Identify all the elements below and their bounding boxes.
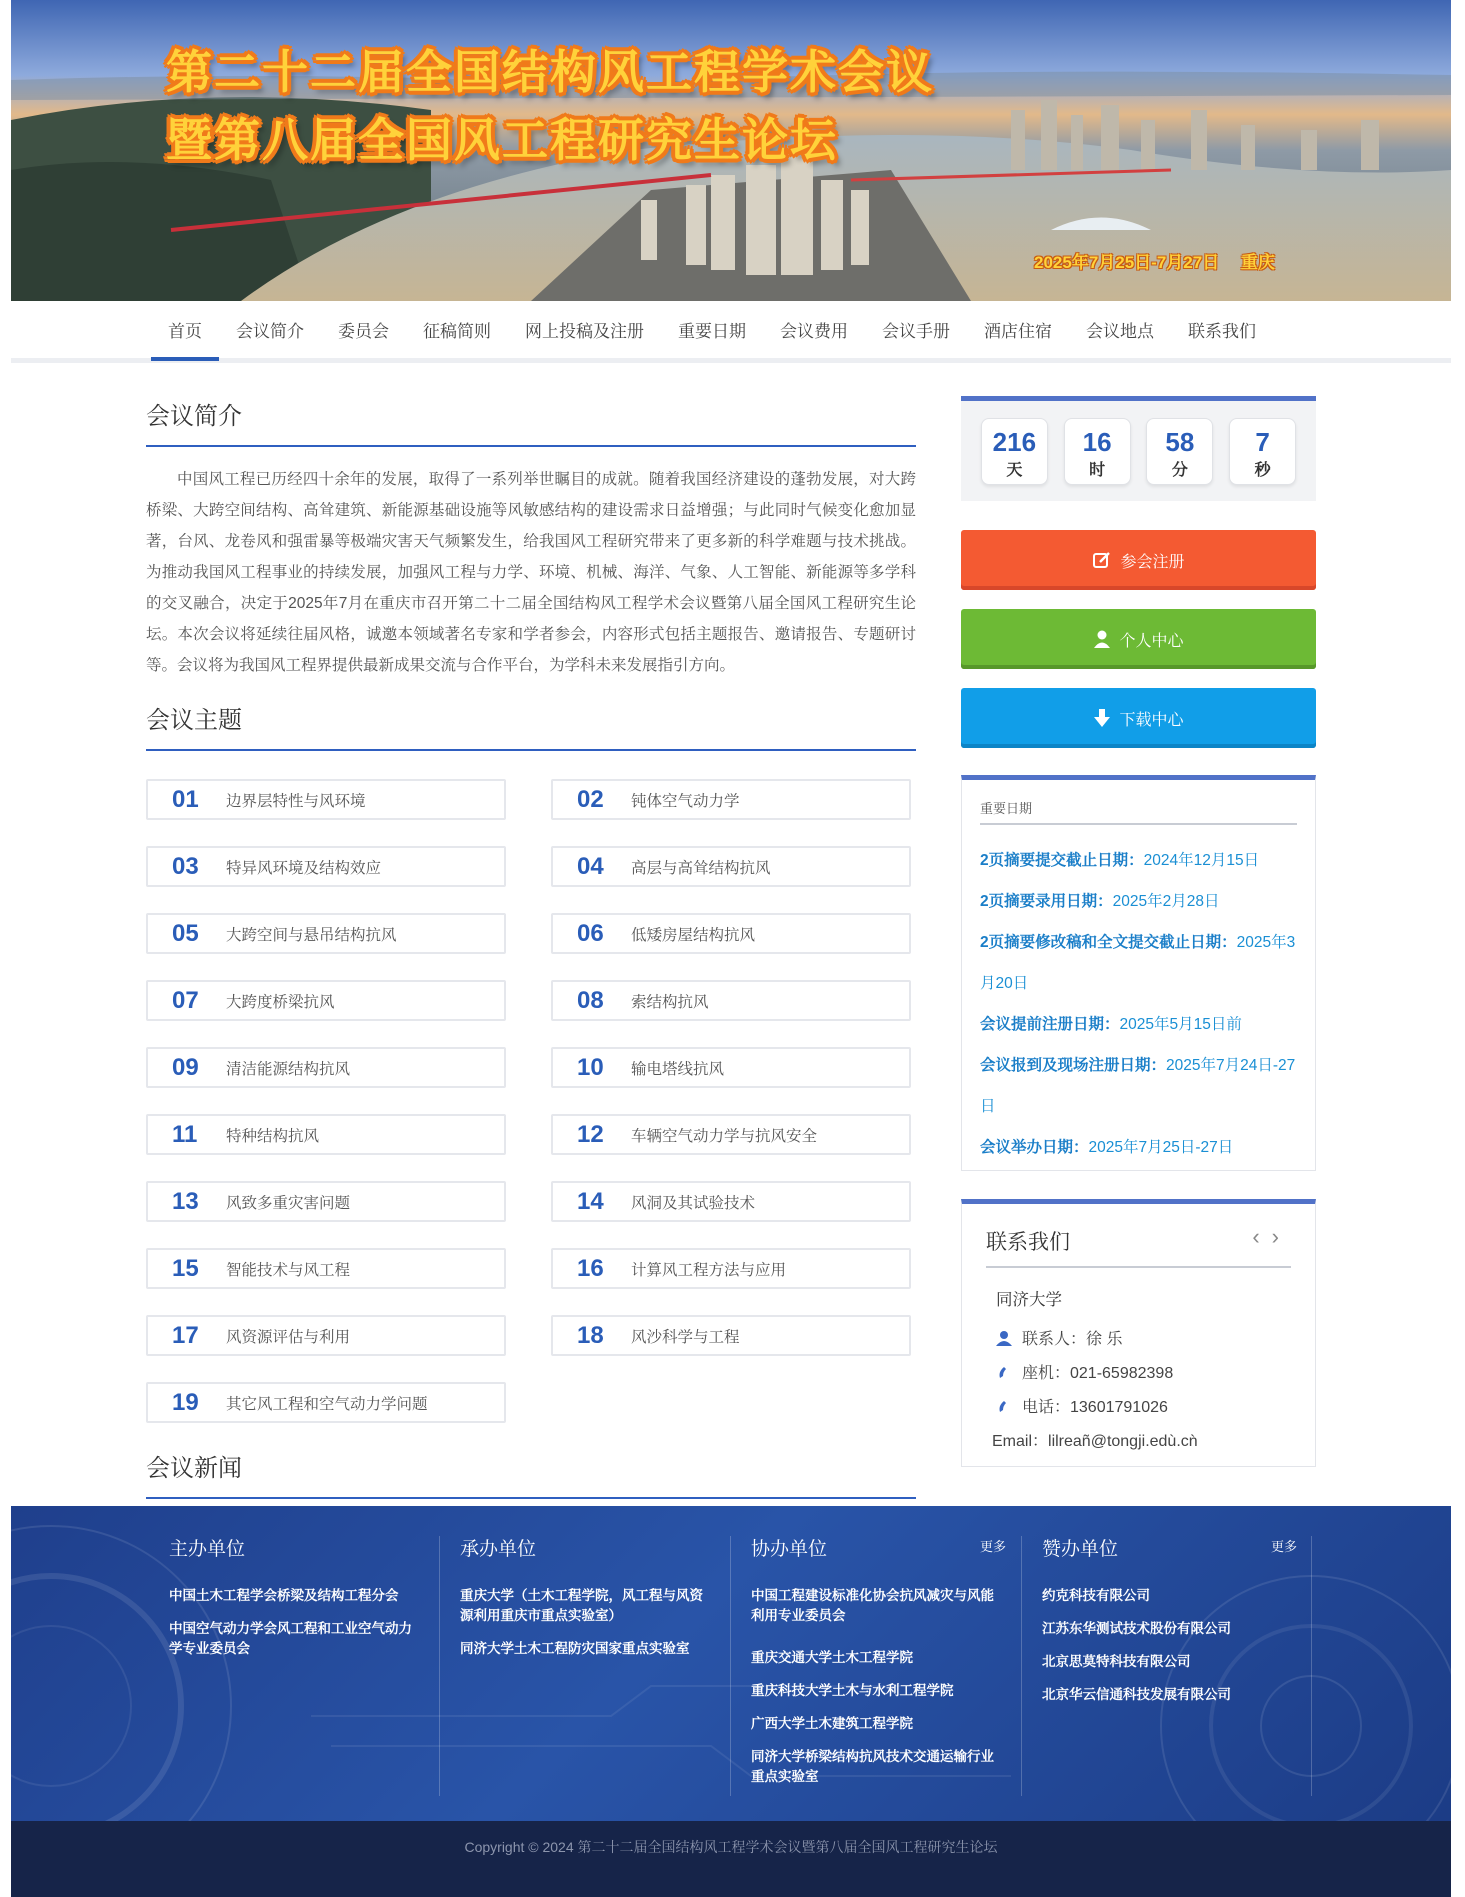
date-item[interactable] <box>980 881 1300 922</box>
countdown-minutes-value: 58 <box>1165 426 1195 457</box>
topic-item[interactable] <box>551 913 911 954</box>
footer-col-organizers <box>169 1534 424 1672</box>
date-item-label: 会议举办日期： <box>980 1139 1089 1156</box>
topic-label: 高层与高耸结构抗风 <box>631 859 771 877</box>
topic-number: 09 <box>172 1053 199 1081</box>
nav-item-dates[interactable]: 重要日期 <box>678 322 746 341</box>
important-dates-panel <box>961 775 1316 1171</box>
footer-item[interactable]: 约克科技有限公司 <box>1042 1588 1150 1603</box>
topic-label: 低矮房屋结构抗风 <box>631 926 756 944</box>
topic-number: 06 <box>577 919 604 947</box>
contact-carousel-controls <box>1252 1224 1291 1250</box>
topic-item[interactable] <box>551 980 911 1021</box>
countdown-seconds <box>1229 418 1296 485</box>
intro-text: 中国风工程已历经四十余年的发展，取得了一系列举世瞩目的成就。随着我国经济建设的蓬勃发展，对大跨桥梁、大跨空间结构、高耸建筑、新能源基础设施等风敏感结构的建设需求日益增强；与此同时气候变化愈加显著，台风、龙卷风和强雷暴等极端灾害天气频繁发生，给我国风工程研究带来了更多新的科学难题与技术挑战。为推动我国风工程事业的持续发展，加强风工程与力学、环境、机械、海洋、气象、人工智能、新能源等多学科的交叉融合，决定于2025年7月在重庆市召开第二十二届全国结构风工程学术会议暨第八届全国风工程研究生论坛。本次会议将延续往届风格，诚邀本领域著名专家和学者参会，内容形式包括主题报告、邀请报告、专题研讨等。会议将为我国风工程界提供最新成果交流与合作平台，为学科未来发展指引方向。 <box>146 471 916 674</box>
contact-panel <box>961 1199 1316 1467</box>
topic-item[interactable] <box>146 1114 506 1155</box>
footer-divider <box>439 1536 440 1796</box>
footer-item[interactable]: 北京华云信通科技发展有限公司 <box>1042 1687 1231 1702</box>
contact-email <box>992 1428 1198 1451</box>
topic-label: 智能技术与风工程 <box>226 1261 351 1279</box>
countdown-minutes <box>1146 418 1213 485</box>
nav-item-handbook[interactable]: 会议手册 <box>882 322 950 341</box>
topic-number: 16 <box>577 1254 604 1282</box>
topic-item[interactable] <box>551 1315 911 1356</box>
register-button-label: 参会注册 <box>1120 553 1185 571</box>
personal-center-button-label: 个人中心 <box>1119 632 1184 650</box>
date-item-value: 2025年7月25日-27日 <box>1088 1139 1234 1156</box>
banner-title-line1: 第二十二届全国结构风工程学术会议 <box>166 45 934 99</box>
footer-divider <box>1311 1536 1312 1796</box>
date-item-label: 2页摘要提交截止日期： <box>980 852 1144 869</box>
topic-item[interactable] <box>551 846 911 887</box>
contact-phone-text: 座机：021-65982398 <box>1022 1365 1174 1382</box>
footer-col-title: 协办单位 <box>751 1539 828 1560</box>
intro-title: 会议简介 <box>146 396 916 447</box>
date-item-value: 2025年7月24日-27日 <box>980 1057 1296 1115</box>
topic-item[interactable] <box>551 1248 911 1289</box>
topic-number: 03 <box>172 852 199 880</box>
topic-number: 11 <box>172 1120 198 1148</box>
date-item-value: 2024年12月15日 <box>1143 852 1260 869</box>
topic-number: 15 <box>172 1254 199 1282</box>
banner-date: 2025年7月25日-7月27日 重庆 <box>1034 253 1275 272</box>
topic-number: 10 <box>577 1053 604 1081</box>
footer-more-link[interactable]: 更多 <box>1270 1539 1297 1554</box>
footer-item[interactable]: 江苏东华测试技术股份有限公司 <box>1042 1621 1231 1636</box>
topic-item[interactable] <box>146 913 506 954</box>
user-icon <box>1093 629 1111 649</box>
topic-number: 12 <box>577 1120 604 1148</box>
date-item-value: 2025年5月15日前 <box>1119 1016 1242 1033</box>
date-item-value: 2025年3月20日 <box>980 934 1296 992</box>
date-item-label: 2页摘要录用日期： <box>980 893 1113 910</box>
nav-item-contact[interactable]: 联系我们 <box>1188 322 1256 341</box>
topic-number: 07 <box>172 986 199 1014</box>
date-item-label: 2页摘要修改稿和全文提交截止日期： <box>980 934 1237 951</box>
chevron-left-icon[interactable]: ‹ <box>1252 1224 1272 1249</box>
footer-col-co-organizers <box>751 1534 1006 1784</box>
date-item-label: 会议报到及现场注册日期： <box>980 1057 1167 1074</box>
topic-number: 04 <box>577 852 604 880</box>
footer-item[interactable]: 广西大学土木建筑工程学院 <box>751 1716 913 1731</box>
topic-number: 18 <box>577 1321 604 1349</box>
nav-item-hotel[interactable]: 酒店住宿 <box>984 322 1052 341</box>
topic-item[interactable] <box>551 1114 911 1155</box>
date-item[interactable] <box>980 1045 1300 1127</box>
contact-mobile <box>996 1394 1168 1417</box>
topic-number: 08 <box>577 986 604 1014</box>
date-item-value: 2025年2月28日 <box>1112 893 1220 910</box>
nav-item-home[interactable]: 首页 <box>151 301 219 358</box>
topic-label: 边界层特性与风环境 <box>226 792 366 810</box>
personal-center-button[interactable] <box>961 609 1316 669</box>
contact-mobile-text: 电话：13601791026 <box>1022 1399 1168 1416</box>
footer-item[interactable]: 重庆科技大学土木与水利工程学院 <box>751 1683 954 1698</box>
topic-item[interactable] <box>146 779 506 820</box>
footer-more-link[interactable]: 更多 <box>979 1539 1006 1554</box>
chevron-right-icon[interactable]: › <box>1271 1224 1291 1249</box>
banner-title-line2: 暨第八届全国风工程研究生论坛 <box>166 113 838 167</box>
topic-item[interactable] <box>146 846 506 887</box>
important-dates-title: 重要日期 <box>980 798 1297 825</box>
countdown-days <box>981 418 1048 485</box>
countdown-hours-value: 16 <box>1082 426 1112 457</box>
person-icon <box>996 1330 1016 1346</box>
topic-number: 19 <box>172 1388 199 1416</box>
countdown-days-value: 216 <box>992 426 1037 457</box>
topic-item[interactable] <box>551 1181 911 1222</box>
topics-title: 会议主题 <box>146 700 916 751</box>
news-title: 会议新闻 <box>146 1448 916 1499</box>
nav-item-fees[interactable]: 会议费用 <box>780 322 848 341</box>
footer-item[interactable]: 同济大学桥梁结构抗风技术交通运输行业重点实验室 <box>751 1749 994 1784</box>
download-center-button[interactable] <box>961 688 1316 748</box>
footer-item[interactable]: 同济大学土木工程防灾国家重点实验室 <box>460 1641 690 1656</box>
countdown <box>961 396 1316 501</box>
topic-label: 索结构抗风 <box>631 993 709 1011</box>
nav-item-submission[interactable]: 网上投稿及注册 <box>525 322 644 341</box>
topic-label: 特异风环境及结构效应 <box>226 859 382 877</box>
footer-col-title: 赞办单位 <box>1042 1539 1119 1560</box>
date-item[interactable] <box>980 840 1300 881</box>
topic-label: 风致多重灾害问题 <box>226 1194 351 1212</box>
topic-item[interactable] <box>146 1315 506 1356</box>
nav-item-committee[interactable]: 委员会 <box>338 322 389 341</box>
countdown-hours <box>1064 418 1131 485</box>
phone-icon <box>996 1398 1016 1414</box>
contact-title: 联系我们 <box>986 1226 1291 1268</box>
footer-item[interactable]: 重庆交通大学土木工程学院 <box>751 1650 913 1665</box>
topic-item[interactable] <box>146 1047 506 1088</box>
topic-item[interactable] <box>551 1047 911 1088</box>
topic-item[interactable] <box>146 980 506 1021</box>
contact-phone <box>996 1360 1173 1383</box>
download-icon <box>1093 708 1111 728</box>
edit-icon <box>1092 550 1112 570</box>
footer-item[interactable]: 重庆大学（土木工程学院，风工程与风资源利用重庆市重点实验室） <box>460 1588 703 1623</box>
topic-label: 输电塔线抗风 <box>631 1060 725 1078</box>
footer <box>11 1506 1451 1821</box>
date-item[interactable] <box>980 1127 1300 1168</box>
topic-label: 计算风工程方法与应用 <box>631 1261 787 1279</box>
footer-item[interactable]: 中国空气动力学会风工程和工业空气动力学专业委员会 <box>169 1621 412 1656</box>
topic-label: 车辆空气动力学与抗风安全 <box>631 1127 818 1145</box>
topic-item[interactable] <box>146 1181 506 1222</box>
topic-number: 13 <box>172 1187 199 1215</box>
main-nav <box>11 301 1451 363</box>
footer-col-hosts <box>460 1534 715 1672</box>
topic-item[interactable] <box>551 779 911 820</box>
phone-icon <box>996 1364 1016 1380</box>
footer-col-sponsors <box>1042 1534 1297 1718</box>
topic-item[interactable] <box>146 1248 506 1289</box>
countdown-seconds-unit: 秒 <box>1254 461 1271 479</box>
contact-email-text[interactable]: Email：lilreañ@tongji.edù.cǹ <box>992 1433 1198 1450</box>
contact-person <box>996 1326 1122 1349</box>
footer-item[interactable]: 中国土木工程学会桥梁及结构工程分会 <box>169 1588 399 1603</box>
topic-label: 清洁能源结构抗风 <box>226 1060 351 1078</box>
topic-label: 风沙科学与工程 <box>631 1328 740 1346</box>
topic-label: 特种结构抗风 <box>226 1127 320 1145</box>
footer-divider <box>1021 1536 1022 1796</box>
contact-organization: 同济大学 <box>996 1291 1062 1309</box>
nav-item-intro[interactable]: 会议简介 <box>236 322 304 341</box>
topic-number: 14 <box>577 1187 604 1215</box>
footer-item[interactable]: 北京思莫特科技有限公司 <box>1042 1654 1191 1669</box>
topic-number: 01 <box>172 785 199 813</box>
topic-label: 其它风工程和空气动力学问题 <box>226 1395 428 1413</box>
date-item-label: 会议提前注册日期： <box>980 1016 1120 1033</box>
footer-col-title: 承办单位 <box>460 1539 537 1560</box>
important-dates-list <box>980 840 1300 1168</box>
topic-label: 大跨空间与悬吊结构抗风 <box>226 926 397 944</box>
footer-col-title: 主办单位 <box>169 1539 246 1560</box>
banner <box>11 0 1451 301</box>
register-button[interactable] <box>961 530 1316 590</box>
nav-item-call-for-papers[interactable]: 征稿简则 <box>423 322 491 341</box>
topic-number: 02 <box>577 785 604 813</box>
countdown-minutes-unit: 分 <box>1171 461 1188 479</box>
footer-divider <box>730 1536 731 1796</box>
countdown-hours-unit: 时 <box>1089 461 1106 479</box>
countdown-days-unit: 天 <box>1006 461 1023 479</box>
topic-label: 风资源评估与利用 <box>226 1328 351 1346</box>
nav-item-venue[interactable]: 会议地点 <box>1086 322 1154 341</box>
date-item[interactable] <box>980 1004 1300 1045</box>
topic-label: 钝体空气动力学 <box>631 792 740 810</box>
date-item[interactable] <box>980 922 1300 1004</box>
topic-label: 大跨度桥梁抗风 <box>226 993 335 1011</box>
topic-number: 05 <box>172 919 199 947</box>
footer-item[interactable]: 中国工程建设标准化协会抗风减灾与风能利用专业委员会 <box>751 1588 994 1623</box>
contact-person-text: 联系人：徐 乐 <box>1022 1331 1123 1348</box>
topic-item[interactable] <box>146 1382 506 1423</box>
countdown-seconds-value: 7 <box>1255 426 1270 457</box>
topic-label: 风洞及其试验技术 <box>631 1194 756 1212</box>
download-center-button-label: 下载中心 <box>1119 711 1184 729</box>
copyright: Copyright © 2024 第二十二届全国结构风工程学术会议暨第八届全国风工程研究生论坛 <box>11 1821 1451 1897</box>
nav-items <box>151 301 1273 358</box>
topic-number: 17 <box>172 1321 199 1349</box>
